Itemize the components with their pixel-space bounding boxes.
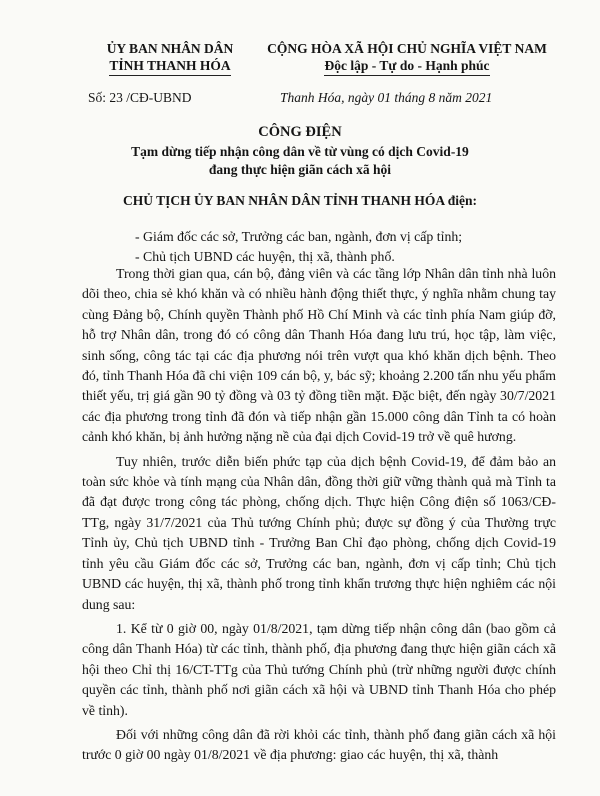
motto-line: Độc lập - Tự do - Hạnh phúc — [324, 57, 489, 76]
document-type: CÔNG ĐIỆN — [258, 124, 342, 140]
subject-line-1: Tạm dừng tiếp nhận công dân về từ vùng có dịch Covid-19 — [131, 144, 469, 159]
body-paragraph: Trong thời gian qua, cán bộ, đảng viên và các tầng lớp Nhân dân tỉnh nhà luôn dõi theo, chia sẻ khó khăn và có nhiều hành động thiết thực, ý nghĩa nhằm chung tay cùng Đảng bộ, Chính quyền Thành phố Hồ Chí Minh và các tỉnh phía Nam giúp đỡ, hỗ trợ Nhân dân, trong đó có công dân Thanh Hóa đang lưu trú, học tập, làm việc, sinh sống, công tác tại các địa phương nói trên vượt qua khó khăn dịch bệnh. Theo đó, tỉnh Thanh Hóa đã chi viện 109 cán bộ, y, bác sỹ; khoảng 2.200 tấn nhu yếu phẩm thiết yếu, trị giá gần 90 tỷ đồng và 03 tỷ đồng tiền mặt. Đặc biệt, đến ngày 30/7/2021 các địa phương trong tỉnh đã đón và tiếp nhận gần 15.000 công dân Tỉnh ta có hoàn cảnh khó khăn, bị ảnh hưởng nặng nề của đại dịch Covid-19 trở về quê hương. — [82, 266, 556, 445]
document-number: Số: 23 /CĐ-UBND — [88, 90, 192, 105]
body-paragraph: Tuy nhiên, trước diễn biến phức tạp của dịch bệnh Covid-19, để đảm bảo an toàn sức khỏe và tính mạng của Nhân dân, đồng thời giữ vững thành quả mà Tỉnh ta đã đạt được trong công tác phòng, chống dịch. Thực hiện Công điện số 1063/CĐ-TTg, ngày 31/7/2021 của Thủ tướng Chính phủ; được sự đồng ý của Thường trực Tỉnh ủy, Chủ tịch UBND tỉnh - Trưởng Ban Chỉ đạo phòng, chống dịch Covid-19 tỉnh yêu cầu Giám đốc các sở, Trưởng các ban, ngành, đơn vị cấp tỉnh; Chủ tịch UBND các huyện, thị xã, thành phố trong tỉnh khẩn trương thực hiện nghiêm các nội dung sau: — [82, 453, 556, 612]
subject-line-2: đang thực hiện giãn cách xã hội — [208, 162, 392, 177]
body-paragraph: Đối với những công dân đã rời khỏi các tỉnh, thành phố đang giãn cách xã hội trước 0 giờ 00 ngày 01/8/2021 về địa phương: giao các huyện, thị xã, thành — [82, 726, 556, 763]
recipient-item: - Giám đốc các sở, Trưởng các ban, ngành, đơn vị cấp tỉnh; — [135, 229, 463, 244]
recipients-list — [135, 227, 462, 267]
body-paragraph: 1. Kể từ 0 giờ 00, ngày 01/8/2021, tạm dừng tiếp nhận công dân (bao gồm cả công dân Thanh Hóa) từ các tỉnh, thành phố, địa phương đang thực hiện giãn cách xã hội theo Chỉ thị 16/CT-TTg của Thủ tướng Chính phủ (trừ những người được chính quyền các tỉnh, thành phố nơi giãn cách xã hội và UBND tỉnh Thanh Hóa cho phép về tỉnh). — [82, 620, 556, 718]
document-body — [82, 264, 556, 770]
country-name: CỘNG HÒA XÃ HỘI CHỦ NGHĨA VIỆT NAM — [267, 41, 547, 56]
authority-line-1: ỦY BAN NHÂN DÂN — [106, 41, 234, 56]
sender-line: CHỦ TỊCH ỦY BAN NHÂN DÂN TỈNH THANH HÓA điện: — [123, 193, 477, 208]
document-subject — [0, 143, 600, 179]
issuing-authority — [70, 40, 270, 76]
national-motto — [262, 40, 552, 76]
recipient-item: - Chủ tịch UBND các huyện, thị xã, thành phố. — [135, 249, 395, 264]
document-date: Thanh Hóa, ngày 01 tháng 8 năm 2021 — [280, 90, 493, 105]
authority-line-2: TỈNH THANH HÓA — [109, 57, 230, 76]
